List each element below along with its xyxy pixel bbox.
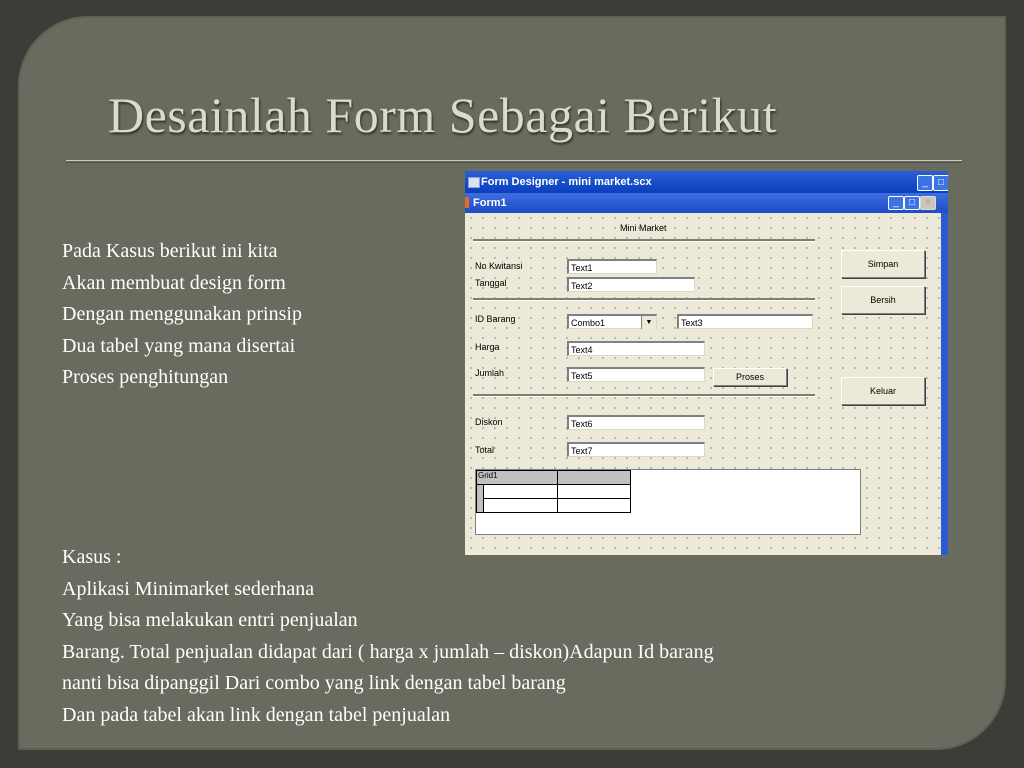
- separator-line: [473, 239, 815, 242]
- case-line: Barang. Total penjualan didapat dari ( harga x jumlah – diskon)Adapun Id barang: [62, 640, 714, 663]
- keluar-button[interactable]: Keluar: [841, 377, 925, 405]
- case-line: Kasus :: [62, 546, 122, 568]
- header-label: Mini Market: [620, 223, 667, 233]
- label-diskon: Diskon: [475, 417, 503, 427]
- form-designer-title: Form Designer - mini market.scx: [481, 176, 652, 188]
- combo-dropdown-icon[interactable]: ▼: [641, 316, 656, 329]
- combo1-select[interactable]: [567, 314, 657, 329]
- slide-title: Desainlah Form Sebagai Berikut: [108, 87, 778, 143]
- text4-field[interactable]: Text4: [567, 341, 705, 356]
- intro-line: Pada Kasus berikut ini kita: [62, 240, 278, 262]
- grid1[interactable]: [475, 469, 861, 535]
- combo1-value: Combo1: [571, 318, 606, 328]
- bersih-button[interactable]: Bersih: [841, 286, 925, 314]
- form-designer-icon: [468, 177, 480, 188]
- label-tanggal: Tanggal: [475, 278, 507, 288]
- intro-line: Dengan menggunakan prinsip: [62, 303, 302, 325]
- grid-cell[interactable]: [557, 498, 631, 513]
- form-designer-titlebar: [465, 171, 948, 193]
- case-line: Yang bisa melakukan entri penjualan: [62, 609, 358, 631]
- minimize-icon[interactable]: _: [917, 175, 933, 191]
- label-total: Total: [475, 445, 495, 455]
- restore-icon[interactable]: □: [904, 196, 920, 210]
- minimize-icon[interactable]: _: [888, 196, 904, 210]
- intro-line: Dua tabel yang mana disertai: [62, 334, 296, 357]
- grid-cell[interactable]: [557, 484, 631, 499]
- label-id-barang: ID Barang: [475, 314, 516, 324]
- text1-field[interactable]: Text1: [567, 259, 657, 274]
- title-divider-shadow: [66, 162, 962, 163]
- label-harga: Harga: [475, 342, 500, 352]
- title-divider: [66, 160, 962, 161]
- form-canvas: [465, 213, 941, 555]
- grid-header-cell: [557, 470, 631, 485]
- simpan-button[interactable]: Simpan: [841, 250, 925, 278]
- form-designer-window: [465, 171, 948, 555]
- case-text: [62, 542, 714, 731]
- form1-titlebar: [465, 193, 948, 213]
- text6-field[interactable]: Text6: [567, 415, 705, 430]
- intro-line: Akan membuat design form: [62, 271, 286, 294]
- form1-icon: [465, 197, 469, 208]
- close-icon[interactable]: ×: [920, 196, 936, 210]
- intro-line: Proses penghitungan: [62, 366, 229, 388]
- proses-button[interactable]: Proses: [713, 368, 787, 386]
- grid-cell[interactable]: [483, 498, 558, 513]
- grid-cell[interactable]: [483, 484, 558, 499]
- window-border: [941, 213, 948, 555]
- separator-line: [473, 298, 815, 301]
- restore-icon[interactable]: □: [933, 175, 948, 191]
- intro-text: [62, 236, 302, 394]
- case-line: Dan pada tabel akan link dengan tabel penjualan: [62, 703, 451, 726]
- label-jumlah: Jumlah: [475, 368, 505, 378]
- form1-title: Form1: [473, 197, 507, 209]
- label-no-kwitansi: No Kwitansi: [475, 261, 523, 271]
- text5-field[interactable]: Text5: [567, 367, 705, 382]
- text2-field[interactable]: Text2: [567, 277, 695, 292]
- separator-line: [473, 394, 815, 397]
- case-line: Aplikasi Minimarket sederhana: [62, 577, 315, 600]
- text3-field[interactable]: Text3: [677, 314, 813, 329]
- grid-name: Grid1: [478, 471, 498, 480]
- text7-field[interactable]: Text7: [567, 442, 705, 457]
- case-line: nanti bisa dipanggil Dari combo yang link dengan tabel barang: [62, 672, 566, 694]
